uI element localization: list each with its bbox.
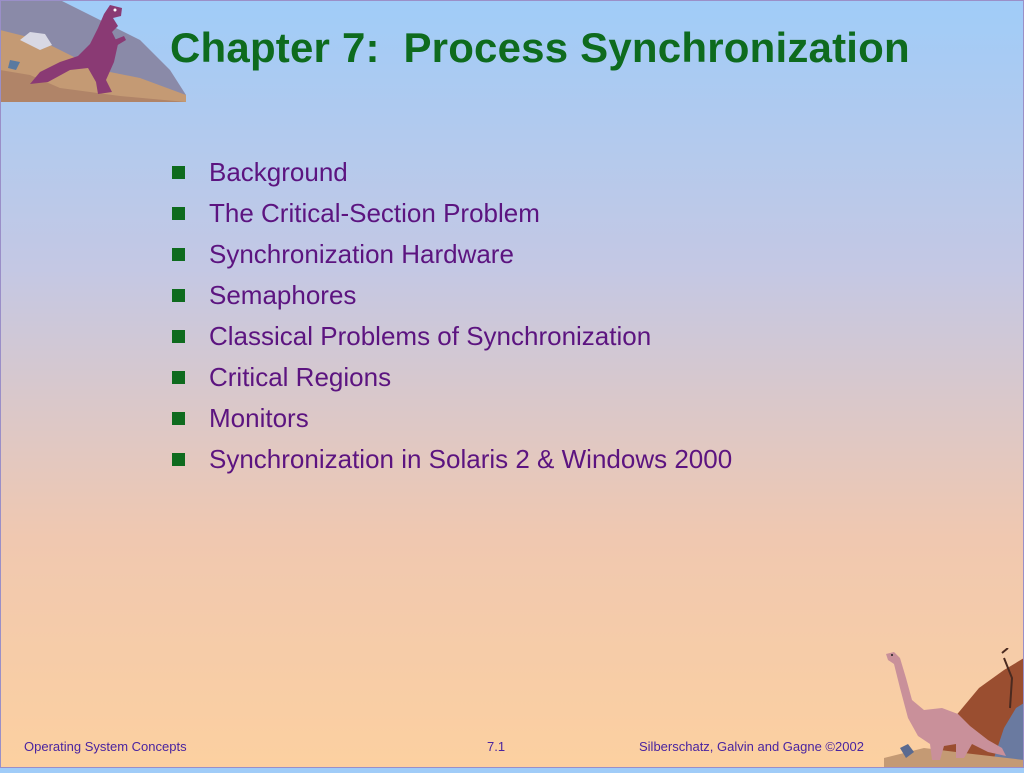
footer-authors: Silberschatz, Galvin and Gagne ©2002 <box>639 739 864 754</box>
list-item <box>170 439 732 480</box>
bullet-text: Synchronization in Solaris 2 & Windows 2000 <box>209 444 733 474</box>
list-item <box>170 234 732 275</box>
square-bullet-icon <box>172 330 185 343</box>
bullet-text: Critical Regions <box>209 362 392 392</box>
square-bullet-icon <box>172 371 185 384</box>
bullet-text: Monitors <box>209 403 309 433</box>
bullet-text: Synchronization Hardware <box>209 239 514 269</box>
bullet-text: Semaphores <box>209 280 357 310</box>
square-bullet-icon <box>172 166 185 179</box>
square-bullet-icon <box>172 207 185 220</box>
footer-page-number: 7.1 <box>487 739 506 754</box>
square-bullet-icon <box>172 412 185 425</box>
bullet-text: Background <box>209 157 348 187</box>
square-bullet-icon <box>172 453 185 466</box>
list-item <box>170 193 732 234</box>
bullet-list <box>170 152 732 480</box>
bullet-text: Classical Problems of Synchronization <box>209 321 652 351</box>
list-item <box>170 275 732 316</box>
square-bullet-icon <box>172 289 185 302</box>
list-item <box>170 152 732 193</box>
list-item <box>170 357 732 398</box>
list-item <box>170 398 732 439</box>
t-rex-dinosaur-icon <box>0 0 190 108</box>
footer-course-title: Operating System Concepts <box>24 739 187 754</box>
brontosaurus-dinosaur-icon <box>884 648 1024 768</box>
bullet-text: The Critical-Section Problem <box>209 198 540 228</box>
list-item <box>170 316 732 357</box>
slide-title: Chapter 7: Process Synchronization <box>170 24 910 71</box>
square-bullet-icon <box>172 248 185 261</box>
